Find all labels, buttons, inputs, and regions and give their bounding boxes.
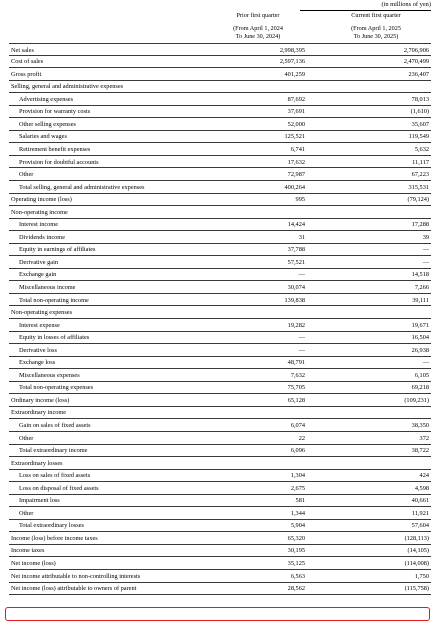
value-prior-quarter: 6,096 — [290, 447, 305, 455]
table-row — [9, 507, 431, 520]
row-label: Total selling, general and administrative expenses — [19, 183, 145, 191]
table-row — [9, 56, 431, 69]
row-label: Total non-operating income — [19, 296, 89, 304]
value-current-quarter: 67,223 — [411, 171, 429, 179]
table-row — [9, 219, 431, 232]
value-prior-quarter: 28,562 — [287, 585, 305, 593]
row-label: Gross profit — [11, 70, 42, 78]
table-row — [9, 344, 431, 357]
table-row — [9, 106, 431, 119]
value-current-quarter: 6,105 — [414, 371, 429, 379]
value-current-quarter: 38,722 — [411, 447, 429, 455]
value-prior-quarter: 2,597,136 — [279, 58, 305, 66]
table-row — [9, 570, 431, 583]
row-label: Derivative gain — [19, 258, 58, 266]
table-row — [9, 445, 431, 458]
table-row — [9, 407, 431, 420]
row-label: Ordinary income (loss) — [11, 396, 70, 404]
table-row-highlighted — [9, 583, 431, 596]
table-row — [9, 306, 431, 319]
row-label: Retirement benefit expenses — [19, 145, 91, 153]
value-current-quarter: 4,598 — [414, 484, 429, 492]
table-row — [9, 93, 431, 106]
value-current-quarter: 2,706,906 — [403, 46, 429, 54]
table-row — [9, 43, 431, 56]
column-header-prior — [212, 12, 304, 42]
value-prior-quarter: 6,741 — [290, 145, 305, 153]
value-prior-quarter: 37,691 — [287, 108, 305, 116]
value-prior-quarter: — — [298, 271, 305, 279]
column-period-prior-from: (From April 1, 2024 — [233, 25, 283, 33]
table-row — [9, 457, 431, 470]
row-label: Total non-operating expenses — [19, 384, 94, 392]
table-row — [9, 545, 431, 558]
value-prior-quarter: 52,000 — [287, 120, 305, 128]
table-row — [9, 269, 431, 282]
value-current-quarter: 38,350 — [411, 422, 429, 429]
row-label: Net sales — [11, 46, 34, 54]
row-label: Exchange gain — [19, 271, 57, 279]
value-prior-quarter: 87,692 — [287, 95, 305, 103]
value-current-quarter: 40,661 — [411, 497, 429, 505]
value-prior-quarter: 139,838 — [284, 296, 305, 304]
table-row — [9, 168, 431, 181]
value-prior-quarter: 30,074 — [287, 283, 305, 291]
value-prior-quarter: 581 — [295, 497, 305, 505]
value-current-quarter: 7,266 — [414, 283, 429, 291]
value-prior-quarter: 125,521 — [284, 133, 305, 141]
value-current-quarter: 372 — [419, 434, 429, 442]
value-prior-quarter: 65,128 — [287, 396, 305, 404]
table-row — [9, 394, 431, 407]
row-label: Miscellaneous expenses — [19, 371, 80, 379]
table-row — [9, 118, 431, 131]
table-row — [9, 520, 431, 533]
value-prior-quarter: 37,788 — [287, 246, 305, 254]
value-prior-quarter: 5,904 — [290, 522, 305, 530]
value-current-quarter: 39 — [422, 233, 429, 241]
column-period-current-to: To June 30, 2025) — [353, 33, 399, 41]
value-current-quarter: 78,013 — [411, 95, 429, 103]
table-row — [9, 369, 431, 382]
column-title-prior: Prior first quarter — [236, 12, 280, 19]
row-label: Derivative loss — [19, 346, 57, 354]
table-row — [9, 357, 431, 370]
value-prior-quarter: 6,563 — [290, 572, 305, 580]
table-row — [9, 68, 431, 81]
table-row — [9, 419, 431, 432]
value-prior-quarter: 2,998,395 — [279, 46, 305, 54]
value-prior-quarter: — — [298, 346, 305, 354]
row-label: Dividends income — [19, 233, 65, 241]
row-label: Miscellaneous income — [19, 283, 76, 291]
table-row — [9, 281, 431, 294]
table-row — [9, 244, 431, 257]
row-label: Advertising expenses — [19, 95, 74, 103]
value-current-quarter: 236,407 — [408, 70, 429, 78]
row-label: Provision for doubtful accounts — [19, 158, 99, 166]
row-label: Equity in earnings of affiliates — [19, 246, 96, 254]
value-current-quarter: 19,671 — [411, 321, 429, 329]
value-current-quarter: (114,008) — [404, 560, 429, 568]
row-label: Gain on sales of fixed assets — [19, 422, 91, 429]
column-period-current-from: (From April 1, 2025 — [351, 25, 401, 33]
row-label: Salaries and wages — [19, 133, 67, 141]
value-prior-quarter: 19,282 — [287, 321, 305, 329]
value-current-quarter: 16,504 — [411, 334, 429, 342]
value-current-quarter: 2,470,499 — [403, 58, 429, 66]
value-current-quarter: 57,604 — [411, 522, 429, 530]
statement-table — [9, 43, 431, 595]
value-current-quarter: 11,921 — [411, 509, 429, 517]
value-current-quarter: 35,607 — [411, 120, 429, 128]
value-prior-quarter: — — [298, 334, 305, 342]
value-current-quarter: 26,938 — [411, 346, 429, 354]
value-current-quarter: (128,113) — [404, 534, 429, 542]
table-row — [9, 156, 431, 169]
value-current-quarter: — — [422, 258, 429, 266]
row-label: Total extraordinary losses — [19, 522, 84, 530]
column-header-current — [330, 12, 422, 42]
row-label: Extraordinary losses — [11, 459, 63, 467]
value-current-quarter: (14,105) — [407, 547, 429, 555]
value-current-quarter: 14,518 — [411, 271, 429, 279]
row-label: Non-operating expenses — [11, 309, 73, 317]
row-label: Impairment loss — [19, 497, 60, 505]
value-prior-quarter: 35,125 — [287, 560, 305, 568]
row-label: Exchange loss — [19, 359, 56, 367]
value-prior-quarter: 995 — [295, 196, 305, 204]
table-row — [9, 482, 431, 495]
value-prior-quarter: 57,521 — [287, 258, 305, 266]
value-prior-quarter: 7,632 — [290, 371, 305, 379]
value-current-quarter: 11,117 — [412, 158, 429, 166]
value-prior-quarter: 48,791 — [287, 359, 305, 367]
value-prior-quarter: 17,632 — [287, 158, 305, 166]
row-label: Total extraordinary income — [19, 447, 88, 455]
value-current-quarter: 424 — [419, 472, 429, 480]
table-row — [9, 557, 431, 570]
row-label: Operating income (loss) — [11, 196, 72, 204]
value-current-quarter: 1,750 — [414, 572, 429, 580]
table-row — [9, 143, 431, 156]
row-label: Net income attributable to non-controlling interests — [11, 572, 141, 580]
value-current-quarter: 39,111 — [412, 296, 429, 304]
row-label: Other selling expenses — [19, 120, 77, 128]
row-label: Interest expense — [19, 321, 60, 329]
table-row — [9, 256, 431, 269]
column-period-prior-to: To June 30, 2024) — [235, 33, 281, 41]
row-label: Net income (loss) attributable to owners of parent — [11, 585, 137, 593]
value-current-quarter: 5,632 — [414, 145, 429, 153]
table-row — [9, 294, 431, 307]
value-prior-quarter: 31 — [298, 233, 305, 241]
table-row — [9, 432, 431, 445]
row-label: Equity in losses of affiliates — [19, 334, 90, 342]
table-row — [9, 81, 431, 94]
value-prior-quarter: 1,344 — [290, 509, 305, 517]
value-prior-quarter: 2,675 — [290, 484, 305, 492]
table-row — [9, 181, 431, 194]
row-label: Income taxes — [11, 547, 45, 555]
row-label: Provision for warranty costs — [19, 108, 91, 116]
table-row — [9, 319, 431, 332]
value-current-quarter: (79,124) — [407, 196, 429, 204]
table-row — [9, 495, 431, 508]
row-label: Other — [19, 509, 34, 517]
unit-note: (in millions of yen) — [381, 1, 431, 8]
value-current-quarter: (109,231) — [404, 396, 429, 404]
table-row — [9, 532, 431, 545]
table-row — [9, 382, 431, 395]
value-current-quarter: 69,218 — [411, 384, 429, 392]
column-title-current: Current first quarter — [351, 12, 401, 19]
row-label: Non-operating income — [11, 208, 68, 216]
row-label: Selling, general and administrative expenses — [11, 83, 124, 91]
row-label: Income (loss) before income taxes — [11, 534, 98, 542]
value-prior-quarter: 72,987 — [287, 171, 305, 179]
value-prior-quarter: 14,424 — [287, 221, 305, 229]
value-current-quarter: (115,758) — [404, 585, 429, 593]
highlight-box — [5, 607, 430, 621]
row-label: Interest income — [19, 221, 58, 229]
value-current-quarter: — — [422, 246, 429, 254]
row-label: Cost of sales — [11, 58, 44, 66]
row-label: Loss on sales of fixed assets — [19, 472, 91, 480]
value-prior-quarter: 65,320 — [287, 534, 305, 542]
value-prior-quarter: 401,259 — [284, 70, 305, 78]
row-label: Loss on disposal of fixed assets — [19, 484, 99, 492]
row-label: Net income (loss) — [11, 560, 56, 568]
header-rule — [300, 10, 431, 11]
table-row — [9, 470, 431, 483]
row-label: Other — [19, 434, 34, 442]
value-current-quarter: 119,549 — [408, 133, 429, 141]
value-current-quarter: (1,610) — [410, 108, 429, 116]
table-row — [9, 131, 431, 144]
value-prior-quarter: 1,304 — [290, 472, 305, 480]
value-prior-quarter: 22 — [298, 434, 305, 442]
value-prior-quarter: 6,074 — [290, 422, 305, 429]
value-prior-quarter: 30,195 — [287, 547, 305, 555]
row-label: Other — [19, 171, 34, 179]
value-current-quarter: 17,288 — [411, 221, 429, 229]
table-row — [9, 231, 431, 244]
table-row — [9, 206, 431, 219]
value-current-quarter: 315,531 — [408, 183, 429, 191]
table-row — [9, 332, 431, 345]
table-row — [9, 194, 431, 207]
row-label: Extraordinary income — [11, 409, 67, 417]
value-current-quarter: — — [422, 359, 429, 367]
value-prior-quarter: 400,264 — [284, 183, 305, 191]
value-prior-quarter: 75,705 — [287, 384, 305, 392]
